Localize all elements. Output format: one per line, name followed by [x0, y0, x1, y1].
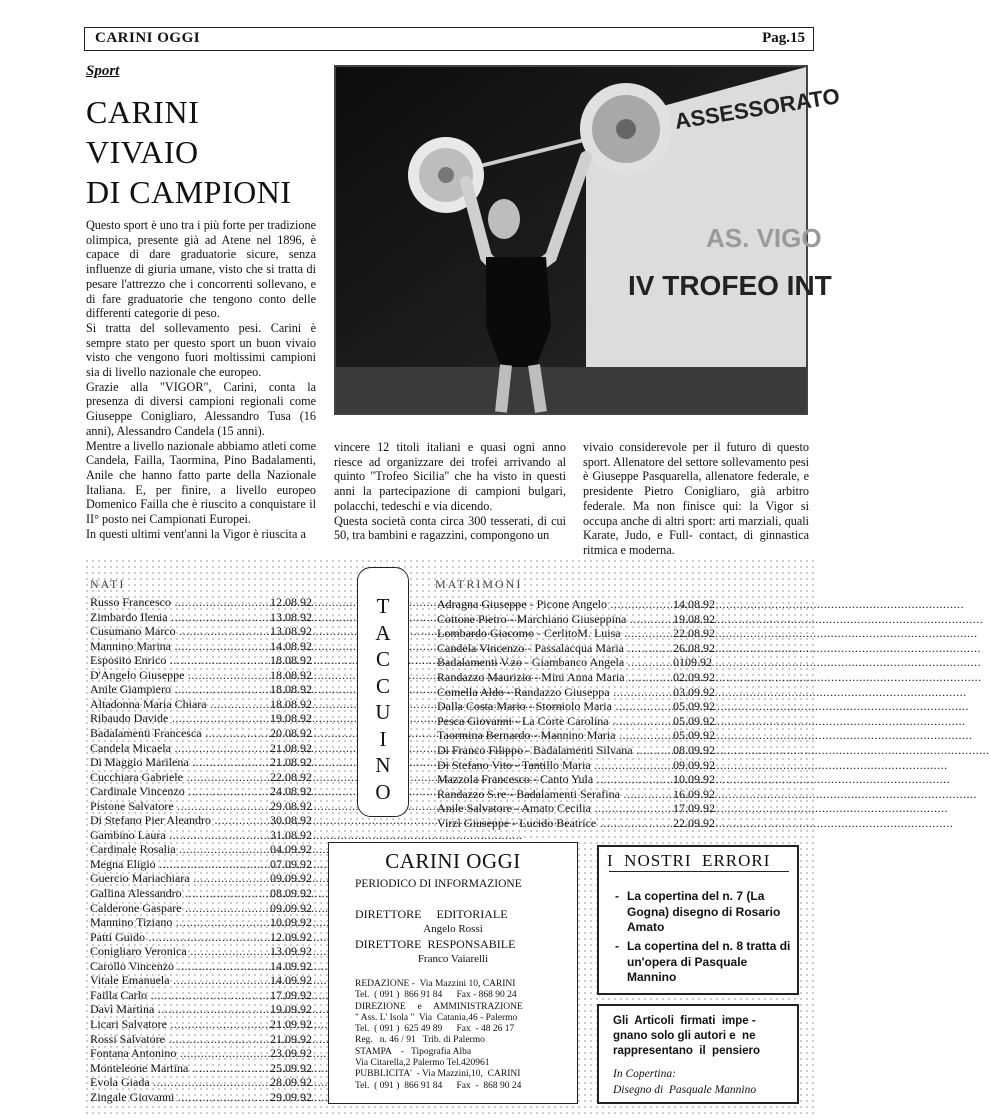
- entry-name: Anile Salvatore - Amato Cecilia: [437, 801, 591, 816]
- masthead-line: Tel. ( 091 ) 866 91 84 Fax - 868 90 24: [355, 1080, 522, 1091]
- list-item: [437, 786, 715, 801]
- list-item: [90, 1089, 312, 1104]
- entry-name: Candela Vincenzo - Passalacqua Maria: [437, 640, 624, 655]
- list-item: [90, 653, 312, 668]
- entry-date: 26.08.92: [673, 640, 715, 655]
- entry-date: 22.08.92: [673, 626, 715, 641]
- entry-name: Gambino Laura: [90, 827, 166, 842]
- article-column-1: [86, 218, 316, 541]
- taccuino-letter: I: [379, 726, 387, 751]
- page-number: Pag.15: [762, 30, 805, 46]
- masthead-line: Reg. n. 46 / 91 Trib. di Palermo: [355, 1035, 485, 1046]
- entry-date: 31.08.92: [270, 827, 312, 842]
- entry-date: 09.09.92: [270, 900, 312, 915]
- entry-date: 29.08.92: [270, 798, 312, 813]
- list-item: [90, 595, 312, 609]
- list-item: [90, 696, 312, 711]
- entry-date: 21.09.92: [270, 1031, 312, 1046]
- list-item: [90, 958, 312, 973]
- entry-date: 08.09.92: [270, 886, 312, 900]
- article-column-2: [334, 440, 566, 543]
- taccuino-letter: C: [375, 647, 390, 671]
- entry-date: 19.08.92: [270, 711, 312, 726]
- entry-name: Dalla Costa Mario - Storniolo Maria: [437, 699, 612, 714]
- entry-name: Taormina Bernardo - Mannino Maria: [437, 728, 616, 743]
- entry-name: Di Stefano Pier Aleandro: [90, 813, 211, 828]
- masthead-line: " Ass. L' Isola " Via Catania,46 - Palermo: [355, 1012, 518, 1023]
- entry-date: 13.09.92: [270, 944, 312, 959]
- entry-name: Esposito Enrico: [90, 653, 167, 668]
- article-column-3: [583, 440, 809, 558]
- list-item: [90, 915, 312, 930]
- nati-heading: NATI: [90, 577, 126, 591]
- entry-date: 05.09.92: [673, 713, 715, 728]
- entry-date: 16.09.92: [673, 786, 715, 801]
- article-paragraph: vincere 12 titoli italiani e quasi ogni anno riesce ad organizzare dei trofei arrivando al quinto "Trofeo Sicilia" che ha visto in questi anni la partecipazione di campioni bulgari, polacchi, tedeschi e via dicendo.: [334, 440, 566, 513]
- entry-date: 18.08.92: [270, 653, 312, 668]
- cover-label: In Copertina:: [613, 1068, 676, 1080]
- entry-date: 28.09.92: [270, 1075, 312, 1090]
- headline-line-2: VIVAIO: [86, 134, 199, 170]
- list-item: [437, 684, 715, 699]
- article-paragraph: Questo sport è uno tra i più forte per tradizione olimpica, presente già ad Atene nel 1896, è capace di dare graduatorie sicure, senza influenze di giuria umane, visto che si tratta di pesare l'attrezzo che i concorrenti sollevano, e di fare graduatorie che tengono conto delle differenti categorie di peso.: [86, 218, 316, 321]
- list-item: [90, 609, 312, 624]
- entry-name: Randazzo S.re - Badalamenti Serafina: [437, 786, 620, 801]
- entry-name: Altadonna Maria Chiara: [90, 696, 207, 711]
- masthead-contacts: [355, 979, 575, 1092]
- list-item: [90, 769, 312, 784]
- list-item: [437, 816, 715, 830]
- entry-name: Megna Eligio: [90, 856, 156, 871]
- entry-name: Mannino Tiziano: [90, 915, 173, 930]
- entry-name: Cucchiara Gabriele: [90, 769, 183, 784]
- list-item: [437, 772, 715, 787]
- entry-name: Carollo Vincenzo: [90, 958, 175, 973]
- list-item: [90, 667, 312, 682]
- entry-name: Guercio Mariachiara: [90, 871, 190, 886]
- list-item: [90, 973, 312, 988]
- entry-date: 03.09.92: [673, 684, 715, 699]
- masthead-line: STAMPA - Tipografia Alba: [355, 1046, 472, 1057]
- entry-date: 13.08.92: [270, 609, 312, 624]
- list-item: [90, 1031, 312, 1046]
- list-item: [90, 1075, 312, 1090]
- list-item: [437, 728, 715, 743]
- entry-name: Cardinale Rosalia: [90, 842, 176, 857]
- entry-name: Evola Giada: [90, 1075, 150, 1090]
- entry-date: 18.08.92: [270, 696, 312, 711]
- article-paragraph: vivaio considerevole per il futuro di questo sport. Allenatore del settore sollevamento pesi è Giuseppe Pasquarella, allenatore federale, e presidente Pietro Conigliaro, già arbitro federale. Ma non finisce qui: la Vigor si occupa anche di altri sport: arti marziali, quali Karate, Judo, e Full- contact, di ginnastica ritmica e moderna.: [583, 440, 809, 557]
- list-item: [90, 624, 312, 639]
- masthead-box: [328, 842, 578, 1104]
- matrimoni-heading: MATRIMONI: [435, 577, 523, 591]
- entry-name: Fontana Antonino: [90, 1046, 177, 1061]
- entry-date: 05.09.92: [673, 699, 715, 714]
- entry-name: Davì Martina: [90, 1002, 155, 1017]
- entry-date: 04.09.92: [270, 842, 312, 857]
- list-item: [90, 1060, 312, 1075]
- entry-date: 07.09.92: [270, 856, 312, 871]
- list-item: [90, 929, 312, 944]
- entry-date: 14.08.92: [673, 597, 715, 611]
- entry-name: Rossi Salvatore: [90, 1031, 165, 1046]
- entry-name: Russo Francesco: [90, 595, 171, 609]
- entry-date: 12.08.92: [270, 595, 312, 609]
- cover-credit: Disegno di Pasquale Mannino: [613, 1084, 757, 1096]
- list-item: [90, 944, 312, 959]
- entry-name: Gallina Alessandro: [90, 886, 182, 900]
- list-item: [437, 757, 715, 772]
- article-paragraph: Si tratta del sollevamento pesi. Carini è sempre stato per questo sport un buon vivaio visto che vengono fuori moltissimi campioni sia di livello nazionale che europeo.: [86, 320, 316, 380]
- list-item: [437, 611, 715, 626]
- list-item: [90, 813, 312, 828]
- entry-name: Ribaudo Davide: [90, 711, 169, 726]
- list-item: [437, 655, 712, 670]
- entry-date: 25.09.92: [270, 1060, 312, 1075]
- entry-date: 14.08.92: [270, 638, 312, 653]
- entry-date: 21.08.92: [270, 740, 312, 755]
- list-item: [90, 900, 312, 915]
- entry-name: Cardinale Vincenzo: [90, 784, 185, 799]
- entry-date: 0109.92: [673, 655, 712, 670]
- list-item: [90, 886, 312, 900]
- entry-date: 30.08.92: [270, 813, 312, 828]
- entry-name: D'Angelo Giuseppe: [90, 667, 185, 682]
- list-item: [90, 740, 312, 755]
- entry-name: Pesca Giovanni - La Corte Carolina: [437, 713, 609, 728]
- entry-date: 22.08.92: [270, 769, 312, 784]
- entry-name: Failla Carlo: [90, 987, 147, 1002]
- errata-item-1: - La copertina del n. 7 (La Gogna) disegno di Rosario Amato: [615, 889, 781, 934]
- entry-date: 20.08.92: [270, 725, 312, 740]
- list-item: [437, 801, 715, 816]
- entry-name: Badalamenti Francesca: [90, 725, 202, 740]
- entry-name: Calderone Gaspare: [90, 900, 182, 915]
- entry-date: 10.09.92: [270, 915, 312, 930]
- masthead-subtitle: PERIODICO DI INFORMAZIONE: [355, 878, 522, 890]
- errata-box: [597, 845, 799, 995]
- list-item: [90, 638, 312, 653]
- entry-date: 22.09.92: [673, 816, 715, 830]
- lifter-body: [486, 257, 551, 367]
- entry-date: 17.09.92: [270, 987, 312, 1002]
- list-item: [90, 1002, 312, 1017]
- entry-name: Pistone Salvatore: [90, 798, 174, 813]
- entry-date: 10.09.92: [673, 772, 715, 787]
- entry-name: Candela Micaela: [90, 740, 171, 755]
- masthead-title: CARINI OGGI: [385, 849, 521, 873]
- headline-line-1: CARINI: [86, 94, 200, 130]
- list-item: [90, 871, 312, 886]
- list-item: [90, 682, 312, 697]
- masthead-line: DIREZIONE e AMMINISTRAZIONE: [355, 1001, 523, 1012]
- header-title: CARINI OGGI: [95, 30, 201, 46]
- list-item: [437, 597, 715, 611]
- list-item: [90, 1016, 312, 1031]
- entry-name: Virzì Giuseppe - Lucido Beatrice: [437, 816, 597, 830]
- list-item: [90, 856, 312, 871]
- director-editorial-label: DIRETTORE EDITORIALE: [355, 907, 508, 921]
- taccuino-label: [357, 567, 409, 817]
- list-item: [90, 842, 312, 857]
- list-item: [90, 711, 312, 726]
- entry-date: 08.09.92: [673, 743, 715, 757]
- entry-name: Cusumano Marco: [90, 624, 176, 639]
- entry-name: Mannino Marina: [90, 638, 171, 653]
- section-label: Sport: [86, 63, 120, 79]
- entry-date: 09.09.92: [673, 757, 715, 772]
- entry-date: 18.08.92: [270, 667, 312, 682]
- list-item: [90, 798, 312, 813]
- entry-date: 14.09.92: [270, 958, 312, 973]
- list-item: [90, 987, 312, 1002]
- entry-date: 14.09.92: [270, 973, 312, 988]
- article-paragraph: Mentre a livello nazionale abbiamo atleti come Candela, Failla, Taormina, Pino Badalamenti, Anile che hanno fatto parte della Nazionale Italiana. E, per finire, a livello europeo Domenico Failla che è riuscito a conquistare il II° posto nei Campionati Europei.: [86, 438, 316, 527]
- disclaimer-text: Gli Articoli firmati impe - gnano solo gli autori e ne rappresentano il pensiero: [613, 1015, 760, 1057]
- list-item: [437, 670, 715, 684]
- entry-date: 02.09.92: [673, 670, 715, 684]
- list-item: [90, 755, 312, 770]
- list-item: [437, 699, 715, 714]
- entry-date: 18.08.92: [270, 682, 312, 697]
- taccuino-letter: A: [375, 620, 391, 645]
- entry-name: Randazzo Maurizio - Mini Anna Maria: [437, 670, 625, 684]
- entry-name: Vitale Emanuela: [90, 973, 170, 988]
- entry-name: Badalamenti V.zo - Giambanco Angela: [437, 655, 625, 670]
- lifter-head: [488, 199, 520, 239]
- entry-name: Di Maggio Marilena: [90, 755, 189, 770]
- list-item: [437, 626, 715, 641]
- entry-name: Adragna Giuseppe - Picone Angelo: [437, 597, 607, 611]
- photo-illustration: [336, 67, 842, 413]
- list-item: [90, 827, 312, 842]
- entry-name: Di Stefano Vito - Tantillo Maria: [437, 757, 591, 772]
- entry-date: 19.09.92: [270, 1002, 312, 1017]
- director-responsible-name: Franco Vaiarelli: [417, 953, 489, 965]
- entry-name: Di Franco Filippo - Badalamenti Silvana: [437, 743, 633, 757]
- page-header: [84, 27, 814, 51]
- list-item: [90, 1046, 312, 1061]
- entry-date: 29.09.92: [270, 1089, 312, 1104]
- taccuino-letter: O: [375, 779, 391, 804]
- entry-date: 24.08.92: [270, 784, 312, 799]
- list-item: [437, 743, 715, 757]
- masthead-line: Tel. ( 091 ) 866 91 84 Fax - 868 90 24: [355, 990, 517, 1001]
- article-paragraph: In questi ultimi vent'anni la Vigor è riuscita a: [86, 526, 306, 541]
- entry-name: Mazzola Francesco - Canto Yula: [437, 772, 594, 787]
- entry-name: Zingale Giovanni: [90, 1089, 175, 1104]
- list-item: [437, 713, 715, 728]
- entry-date: 21.09.92: [270, 1016, 312, 1031]
- list-item: [437, 640, 715, 655]
- masthead-line: REDAZIONE - Via Mazzini 10, CARINI: [355, 979, 516, 989]
- entry-date: 23.09.92: [270, 1046, 312, 1061]
- entry-name: Zimbardo Ilenia: [90, 609, 168, 624]
- entry-name: Anile Giampiero: [90, 682, 171, 697]
- taccuino-letter: C: [375, 673, 390, 698]
- article-paragraph: Grazie alla "VIGOR", Carini, conta la presenza di diversi campioni regionali come Giuseppe Conigliaro, Alessandro Tusa (16 anni), Alessandro Candela (15 anni).: [86, 379, 316, 438]
- entry-name: Comella Aldo - Randazzo Giuseppa: [437, 684, 610, 699]
- errata-item-2: - La copertina del n. 8 tratta di un'opera di Pasquale Mannino: [615, 939, 791, 984]
- entry-date: 09.09.92: [270, 871, 312, 886]
- entry-name: Licari Salvatore: [90, 1016, 167, 1031]
- disclaimer-box: [597, 1004, 799, 1104]
- entry-name: Cottone Pietro - Marchiano Giuseppina: [437, 611, 627, 626]
- taccuino-letter: T: [376, 594, 390, 618]
- entry-name: Lombardo Giacomo - CerlitoM. Luisa: [437, 626, 621, 641]
- entry-date: 17.09.92: [673, 801, 715, 816]
- banner-text-3: IV TROFEO INT: [628, 270, 832, 301]
- entry-date: 19.08.92: [673, 611, 715, 626]
- taccuino-letter: U: [375, 700, 391, 724]
- masthead-line: Tel. ( 091 ) 625 49 89 Fax - 48 26 17: [355, 1024, 515, 1035]
- entry-date: 05.09.92: [673, 728, 715, 743]
- errata-heading: I NOSTRI ERRORI: [607, 851, 771, 870]
- article-paragraph: Questa società conta circa 300 tesserati, di cui 50, tra bambini e ragazzini, compongono un: [334, 513, 566, 543]
- entry-date: 13.08.92: [270, 624, 312, 639]
- director-editorial-name: Angelo Rossi: [423, 923, 483, 935]
- banner-text-2: AS. VIGO: [706, 223, 822, 253]
- entry-name: Monteleone Martina: [90, 1060, 189, 1075]
- masthead-line: Via Citarella,2 Palermo Tel.420961: [355, 1058, 490, 1069]
- weightlifter-photo: [334, 65, 842, 415]
- entry-name: Conigliaro Veronica: [90, 944, 187, 959]
- entry-name: Patti Guido: [90, 929, 146, 944]
- director-responsible-label: DIRETTORE RESPONSABILE: [355, 937, 516, 951]
- banner-text-1: ASSESSORATO: [672, 83, 842, 134]
- entry-date: 21.08.92: [270, 755, 312, 770]
- entry-date: 12.09.92: [270, 929, 312, 944]
- list-item: [90, 784, 312, 799]
- headline-line-3: DI CAMPIONI: [86, 174, 292, 210]
- masthead-line: PUBBLICITA' - Via Mazzini,10, CARINI: [355, 1069, 521, 1080]
- taccuino-letter: N: [375, 753, 391, 777]
- list-item: [90, 725, 312, 740]
